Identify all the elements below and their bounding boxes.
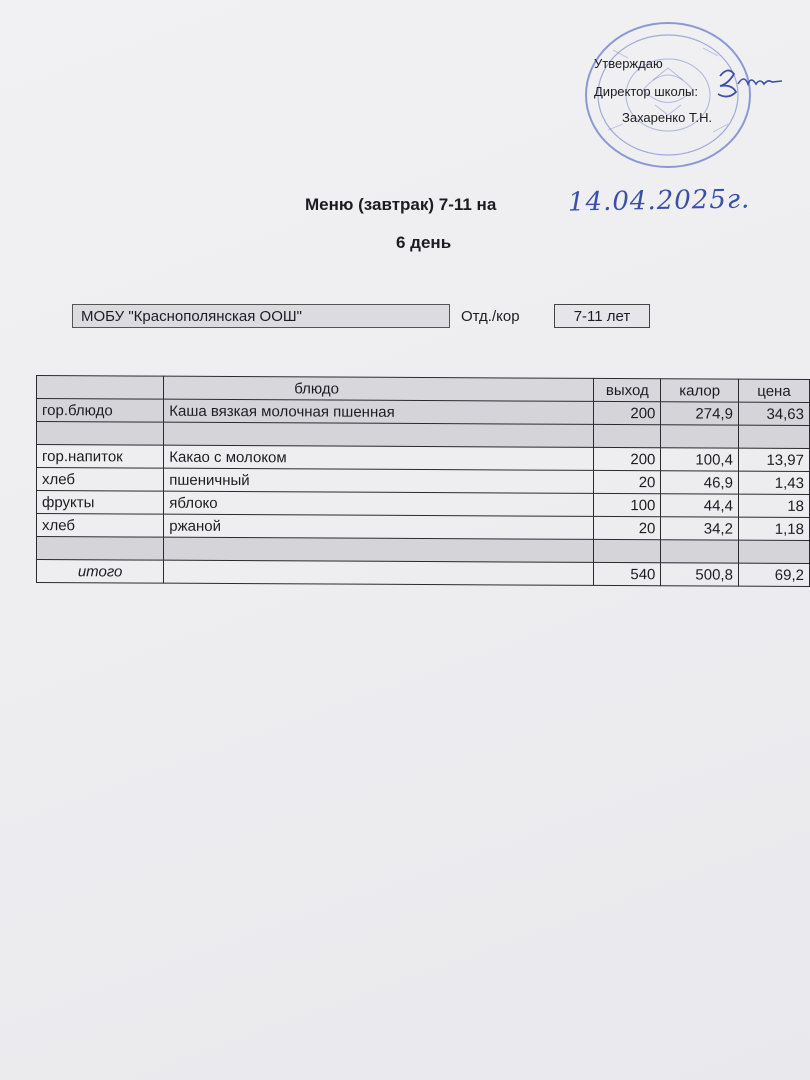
row-output: 100 [594, 493, 661, 516]
total-label: итого [37, 560, 164, 584]
row-price: 34,63 [738, 402, 809, 425]
row-output: 20 [594, 470, 661, 493]
menu-title: Меню (завтрак) 7-11 на [305, 195, 497, 214]
empty-cell [738, 425, 809, 448]
row-calories: 46,9 [661, 471, 739, 494]
row-dish: ржаной [164, 514, 594, 539]
empty-cell [164, 537, 594, 562]
empty-cell [37, 422, 164, 446]
empty-cell [594, 424, 661, 447]
empty-cell [37, 537, 164, 561]
table-total-row [37, 560, 810, 587]
row-output: 20 [594, 516, 661, 539]
dept-label: Отд./кор [461, 308, 520, 325]
row-category: хлеб [37, 468, 164, 492]
row-calories: 34,2 [661, 517, 739, 540]
col-header-calories: калор [661, 379, 739, 402]
total-price: 69,2 [738, 563, 809, 586]
row-category: фрукты [37, 491, 164, 515]
empty-cell [661, 425, 739, 448]
menu-table [36, 375, 810, 587]
col-header-dish: блюдо [164, 376, 594, 401]
col-header-category [37, 376, 164, 400]
empty-cell [594, 539, 661, 562]
total-output: 540 [594, 562, 661, 585]
handwritten-date: 14.04.2025г. [567, 184, 751, 218]
row-output: 200 [594, 447, 661, 470]
row-price: 1,43 [738, 471, 809, 494]
empty-cell [164, 422, 594, 447]
row-price: 1,18 [738, 517, 809, 540]
row-calories: 274,9 [661, 402, 739, 425]
director-name: Захаренко Т.Н. [622, 110, 713, 125]
row-dish: Какао с молоком [164, 445, 594, 470]
total-calories: 500,8 [661, 563, 739, 586]
row-dish: яблоко [164, 491, 594, 516]
row-output: 200 [594, 401, 661, 424]
row-calories: 100,4 [661, 448, 739, 471]
approve-title: Утверждаю [594, 56, 663, 71]
school-name-box: МОБУ "Краснополянская ООШ" [72, 304, 450, 328]
row-category: хлеб [37, 514, 164, 538]
director-label: Директор школы: [594, 84, 698, 99]
row-category: гор.блюдо [37, 399, 164, 423]
row-calories: 44,4 [661, 494, 739, 517]
director-signature [700, 62, 790, 102]
row-dish: Каша вязкая молочная пшенная [164, 399, 594, 424]
day-label: 6 день [396, 233, 452, 252]
row-category: гор.напиток [37, 445, 164, 469]
empty-cell [738, 540, 809, 563]
row-dish: пшеничный [164, 468, 594, 493]
col-header-price: цена [738, 379, 809, 402]
age-group-box: 7-11 лет [554, 304, 650, 328]
row-price: 13,97 [738, 448, 809, 471]
total-empty-cell [164, 560, 594, 585]
col-header-output: выход [594, 378, 661, 401]
empty-cell [661, 540, 739, 563]
row-price: 18 [738, 494, 809, 517]
